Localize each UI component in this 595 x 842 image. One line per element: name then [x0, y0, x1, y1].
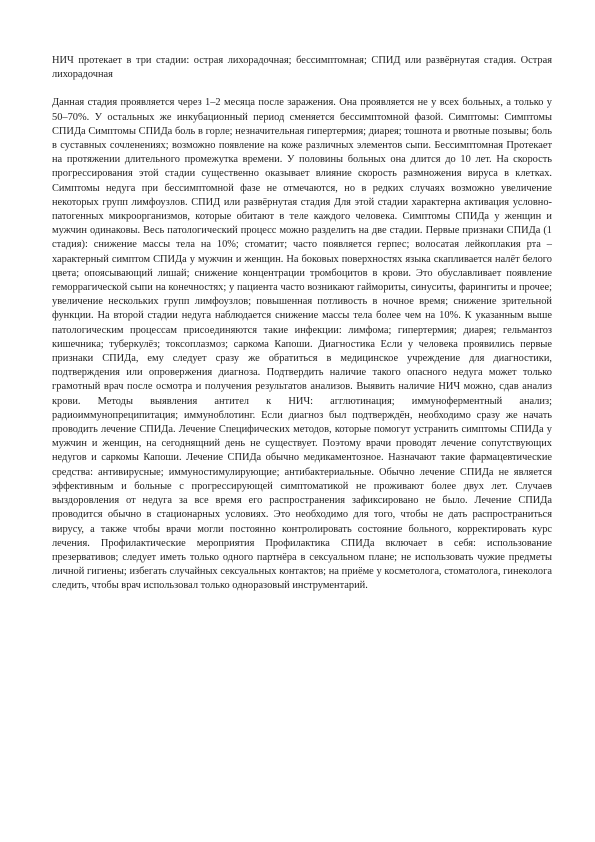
intro-paragraph: НИЧ протекает в три стадии: острая лихорадочная; бессимптомная; СПИД или развёрнутая стадия. Острая лихорадочная [52, 55, 552, 81]
document-text [52, 54, 552, 594]
body-paragraph: Данная стадия проявляется через 1–2 месяца после заражения. Она проявляется не у всех больных, а только у 50–70%. У остальных же инкубационный период сменяется бессимптомной фазой. Симптомы: Симптомы СПИДа Симптомы СПИДа боль в горле; незначительная гипертермия; диарея; тошнота и рвотные позывы; боль в суставных сочленениях; возможно появление на коже различных элементов сыпи. Бессимптомная Протекает на протяжении длительного промежутка времени. У половины больных она длится до 10 лет. На скорость прогрессирования этой стадии существенно оказывает влияние скорость размножения вируса в клетках. Симптомы недуга при бессимптомной фазе не отмечаются, но в редких случаях возможно увеличение некоторых групп лимфоузлов. СПИД или развёрнутая стадия Для этой стадии характерна активация условно-патогенных микроорганизмов, которые обитают в теле каждого человека. Симптомы СПИДа у женщин и мужчин одинаковы. Весь патологический процесс можно разделить на две стадии. Первые признаки СПИДа (1 стадия): снижение массы тела на 10%; стоматит; часто появляется герпес; волосатая лейкоплакия рта – характерный симптом СПИДа у мужчин и женщин. На боковых поверхностях языка скапливается налёт белого цвета; опоясывающий лишай; снижение концентрации тромбоцитов в крови. Это обуславливает появление геморрагической сыпи на конечностях; у пациента часто возникают гаймориты, синуситы, фарингиты и прочее; увеличение нескольких групп лимфоузлов; повышенная потливость в ночное время; снижение зрительной функции. На второй стадии недуга наблюдается снижение массы тела более чем на 10%. К указанным выше патологическим процессам присоединяются такие инфекции: лимфома; гипертермия; диарея; гельмантоз кишечника; туберкулёз; токсоплазмоз; саркома Капоши. Диагностика Если у человека проявились первые признаки СПИДа, ему следует сразу же обратиться в медицинское учреждение для диагностики, подтверждения или опровержения диагноза. Подтвердить наличие такого опасного недуга может только грамотный врач после осмотра и получения результатов анализов. Выявить наличие НИЧ можно, сдав анализ крови. Методы выявления антител к НИЧ: агглютинация; иммуноферментный анализ; радиоиммунопреципитация; иммуноблотинг. Если диагноз был подтверждён, необходимо сразу же начать проводить лечение СПИДа. Лечение Специфических методов, которые помогут устранить симптомы СПИДа у мужчин и женщин, на сегоднящний день не существует. Поэтому врачи проводят лечение сопутствующих недугов и саркомы Капоши. Лечение СПИДа обычно медикаментозное. Назначают такие фармацевтические средства: антивирусные; иммуностимулирующие; антибактериальные. Обычно лечение СПИДа не является эффективным и больные с прогрессирующей симптоматикой не проживают более двух лет. Случаев выздоровления от недуга за все время его распространения зафиксировано не было. Лечение СПИДа проводится обычно в стационарных условиях. Это необходимо для того, чтобы не дать распространиться вирусу, а также чтобы врачи могли постоянно контролировать состояние больного, корректировать курс лечения. Профилактические мероприятия Профилактика СПИДа включает в себя: использование презервативов; следует иметь только одного партнёра в сексуальном плане; не использовать чужие предметы личной гигиены; избегать случайных сексуальных контактов; на приёме у косметолога, стоматолога, гинеколога следить, чтобы врач использовал только одноразовый инструментарий. [52, 97, 552, 592]
